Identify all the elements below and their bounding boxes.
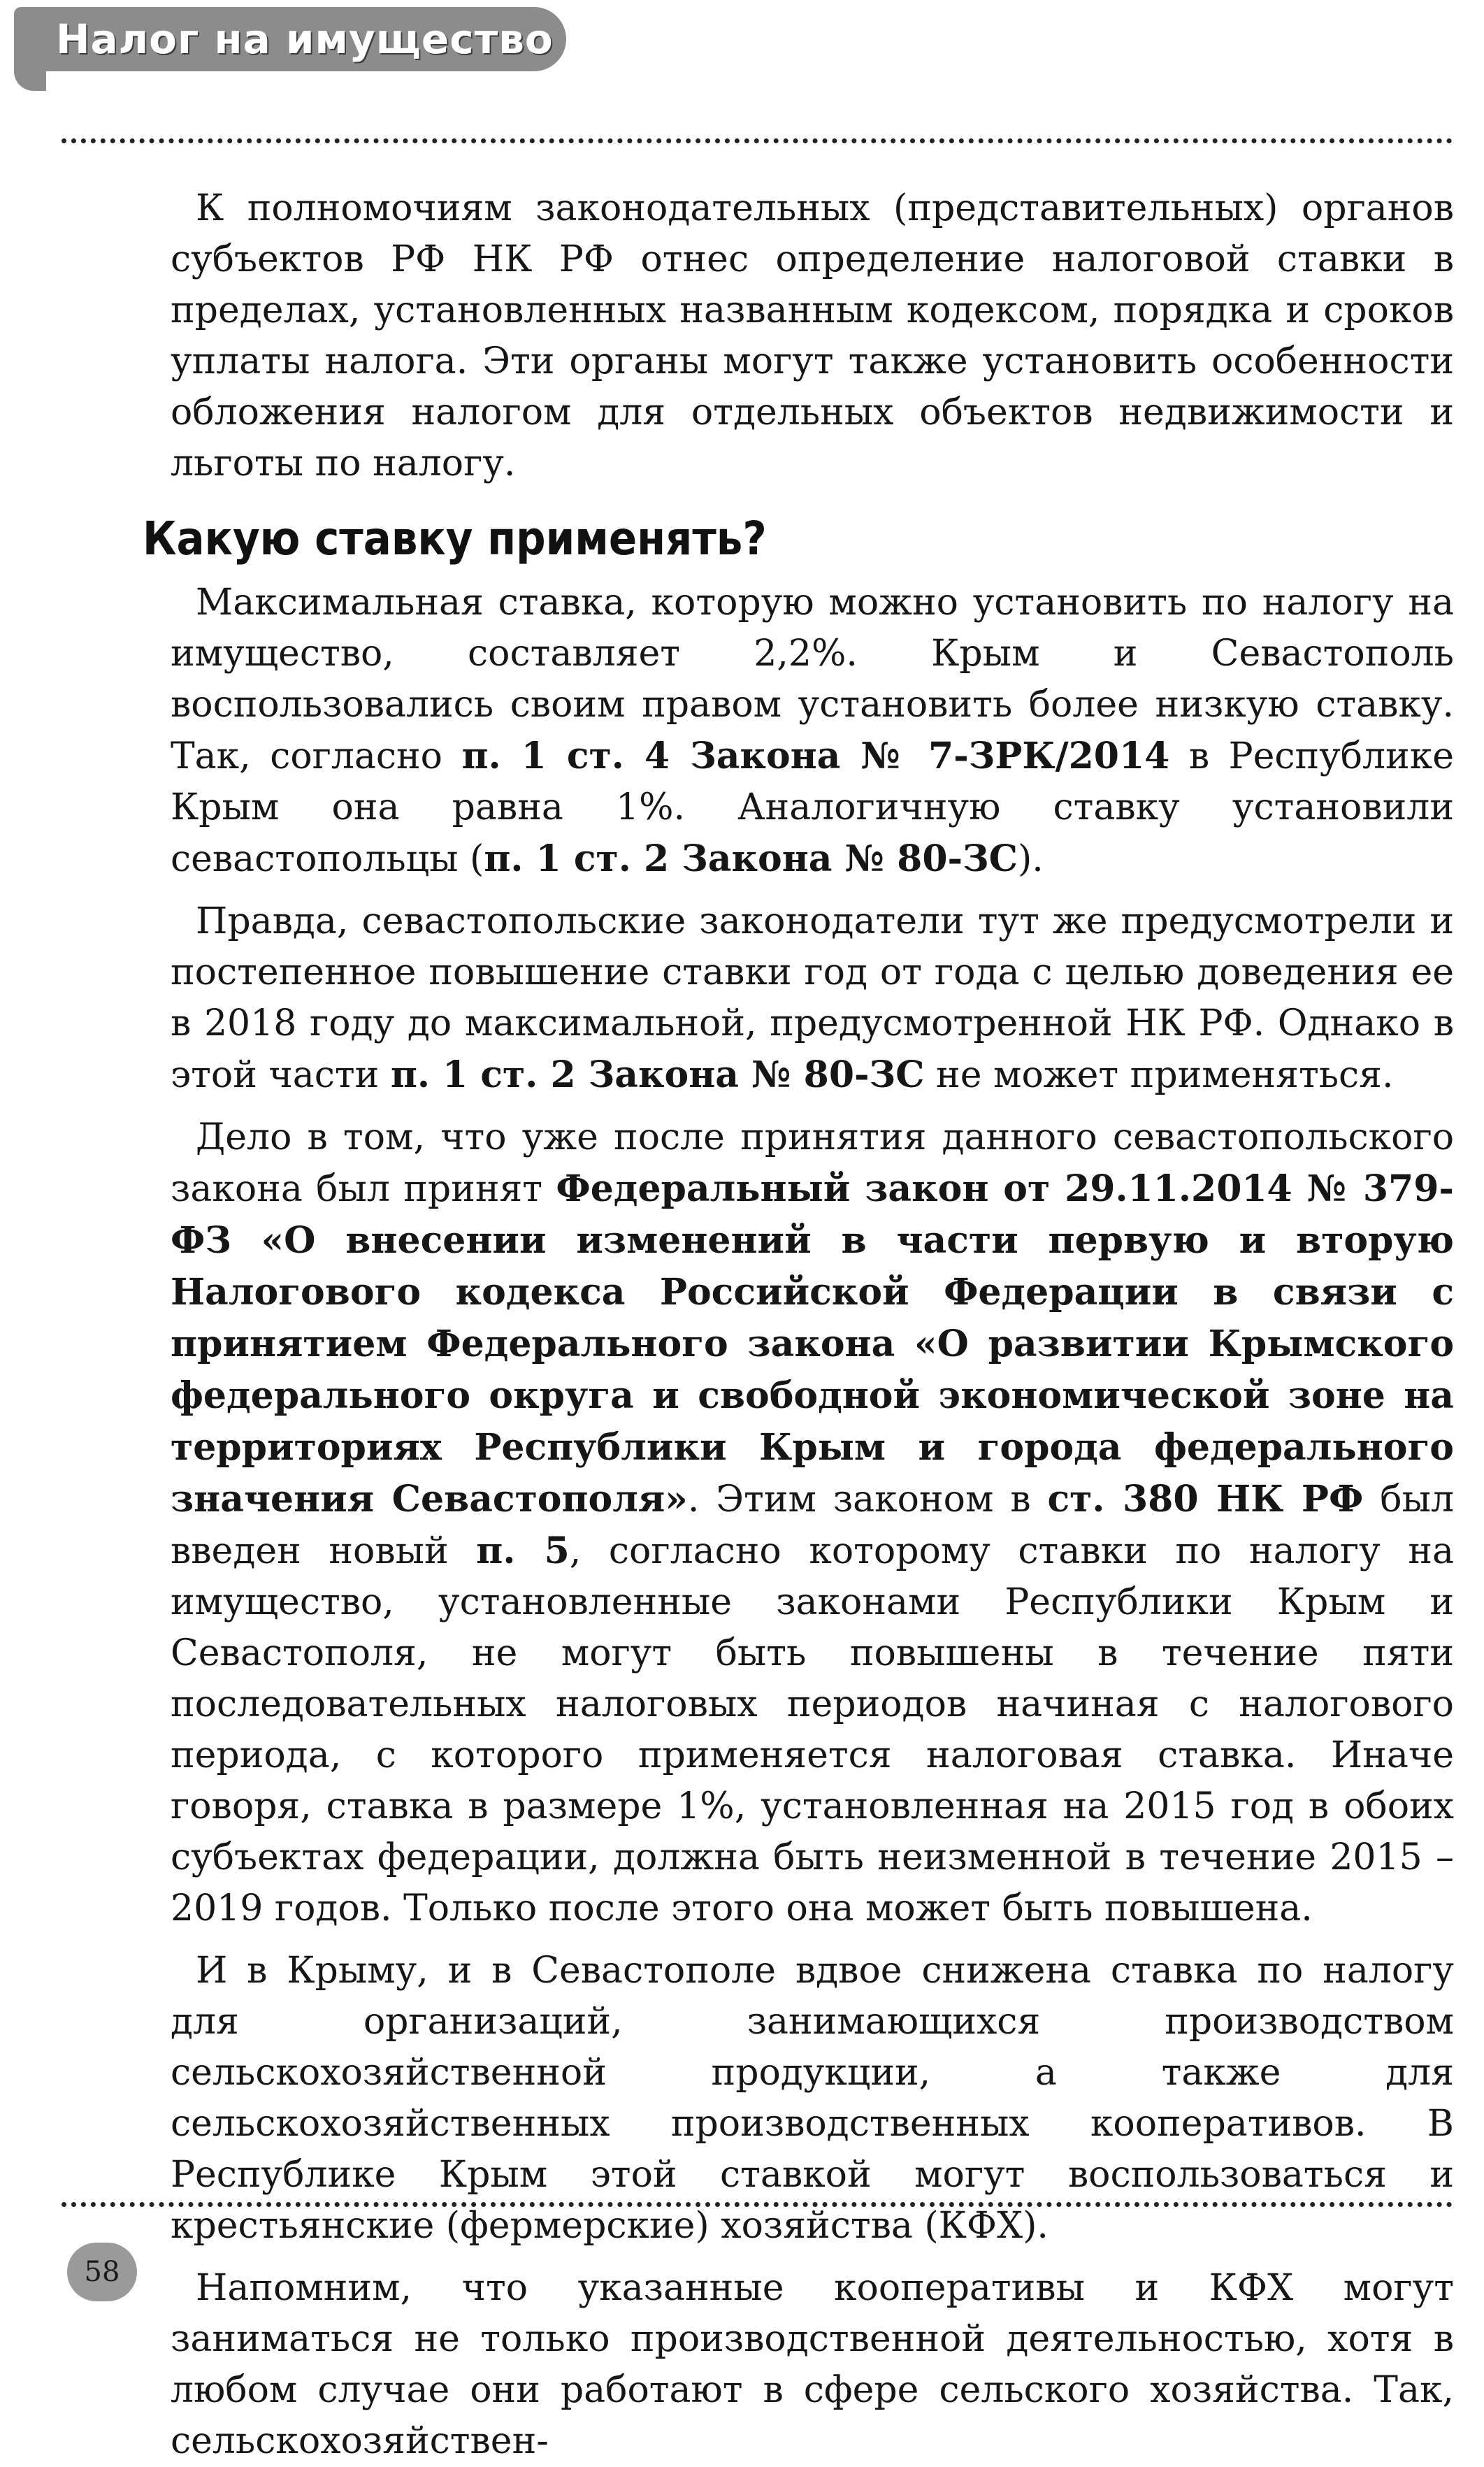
- p4-clause-ref: п. 5: [476, 1530, 570, 1572]
- paragraph-5: И в Крыму, и в Севастополе вдвое снижена ставка по налогу для организаций, занимающихся производством сельскохозяйственной продукции, а также для сельскохозяйственных производственных кооперативов. В Республике Крым этой ставкой могут воспользоваться и крестьянские (фермерские) хозяйства (КФХ).: [171, 1950, 1454, 2247]
- top-dotted-rule: [62, 138, 1453, 143]
- section-header-tab: [14, 7, 566, 71]
- p4-article-ref: ст. 380 НК РФ: [1047, 1478, 1364, 1520]
- p4-text-2: . Этим законом в: [687, 1479, 1048, 1520]
- paragraph-1: К полномочиям законодательных (представительных) органов субъектов РФ НК РФ отнес определение налоговой ставки в пределах, установленных названным кодексом, порядка и сроков уплаты налога. Эти органы могут также установить особенности обложения налогом для отдельных объектов недвижимости и льготы по налогу.: [171, 187, 1454, 484]
- paragraph-6: Напомним, что указанные кооперативы и КФХ могут заниматься не только производственной деятельностью, хотя в любом случае они работают в сфере сельского хозяйства. Так, сельскохозяйствен-: [171, 2267, 1454, 2462]
- p2-law-ref-1: п. 1 ст. 4 Закона № 7-ЗРК/2014: [461, 735, 1170, 777]
- p4-text-1: Дело в том, что уже после принятия данного севастопольского закона был принят: [171, 1116, 1454, 1210]
- p4-text-4: , согласно которому ставки по налогу на имущество, установленные законами Республики Крым и Севастополя, не могут быть повышены в течение пяти последовательных налоговых периодов начиная с налогового периода, с которого применяется налоговая ставка. Иначе говоря, ставка в размере 1%, установленная на 2015 год в обоих субъектах федерации, должна быть неизменной в течение 2015 – 2019 годов. Только после этого она может быть повышена.: [171, 1530, 1455, 1929]
- p3-text-1: Правда, севастопольские законодатели тут же предусмотрели и постепенное повышение ставки год от года с целью доведения ее в 2018 году до максимальной, предусмотренной НК РФ. Однако в этой части: [171, 900, 1454, 1096]
- section-title: Налог на имущество: [56, 15, 554, 63]
- p2-text-1: Максимальная ставка, которую можно установить по налогу на имущество, составляет 2,2%. Крым и Севастополь воспользовались своим правом установить более низкую ставку. Так, согласно: [171, 582, 1454, 777]
- section-heading: Какую ставку применять?: [143, 512, 767, 566]
- page-body: [143, 183, 1455, 2467]
- p3-text-2: не может применяться.: [924, 1054, 1394, 1096]
- p2-text-3: ).: [1018, 838, 1044, 880]
- paragraph-4: [171, 1112, 1454, 1934]
- p2-text-2: в Республике Крым она равна 1%. Аналогичную ставку установили севастопольцы (: [171, 735, 1454, 880]
- page-number: 58: [67, 2243, 137, 2301]
- p3-law-ref: п. 1 ст. 2 Закона № 80-ЗС: [390, 1053, 925, 1096]
- p4-federal-law-ref: Федеральный закон от 29.11.2014 № 379-ФЗ «О внесении изменений в части первую и вторую Налогового кодекса Российской Федерации в связи с принятием Федерального закона «О развитии Крымского федерального округа и свободной экономической зоне на территориях Республики Крым и города федерального значения Севастополя»: [171, 1167, 1454, 1520]
- bottom-dotted-rule: [62, 2202, 1453, 2207]
- p4-text-3: был введен новый: [171, 1479, 1454, 1572]
- paragraph-2: [171, 577, 1454, 885]
- p2-law-ref-2: п. 1 ст. 2 Закона № 80-ЗС: [484, 837, 1018, 880]
- paragraph-3: [171, 896, 1454, 1101]
